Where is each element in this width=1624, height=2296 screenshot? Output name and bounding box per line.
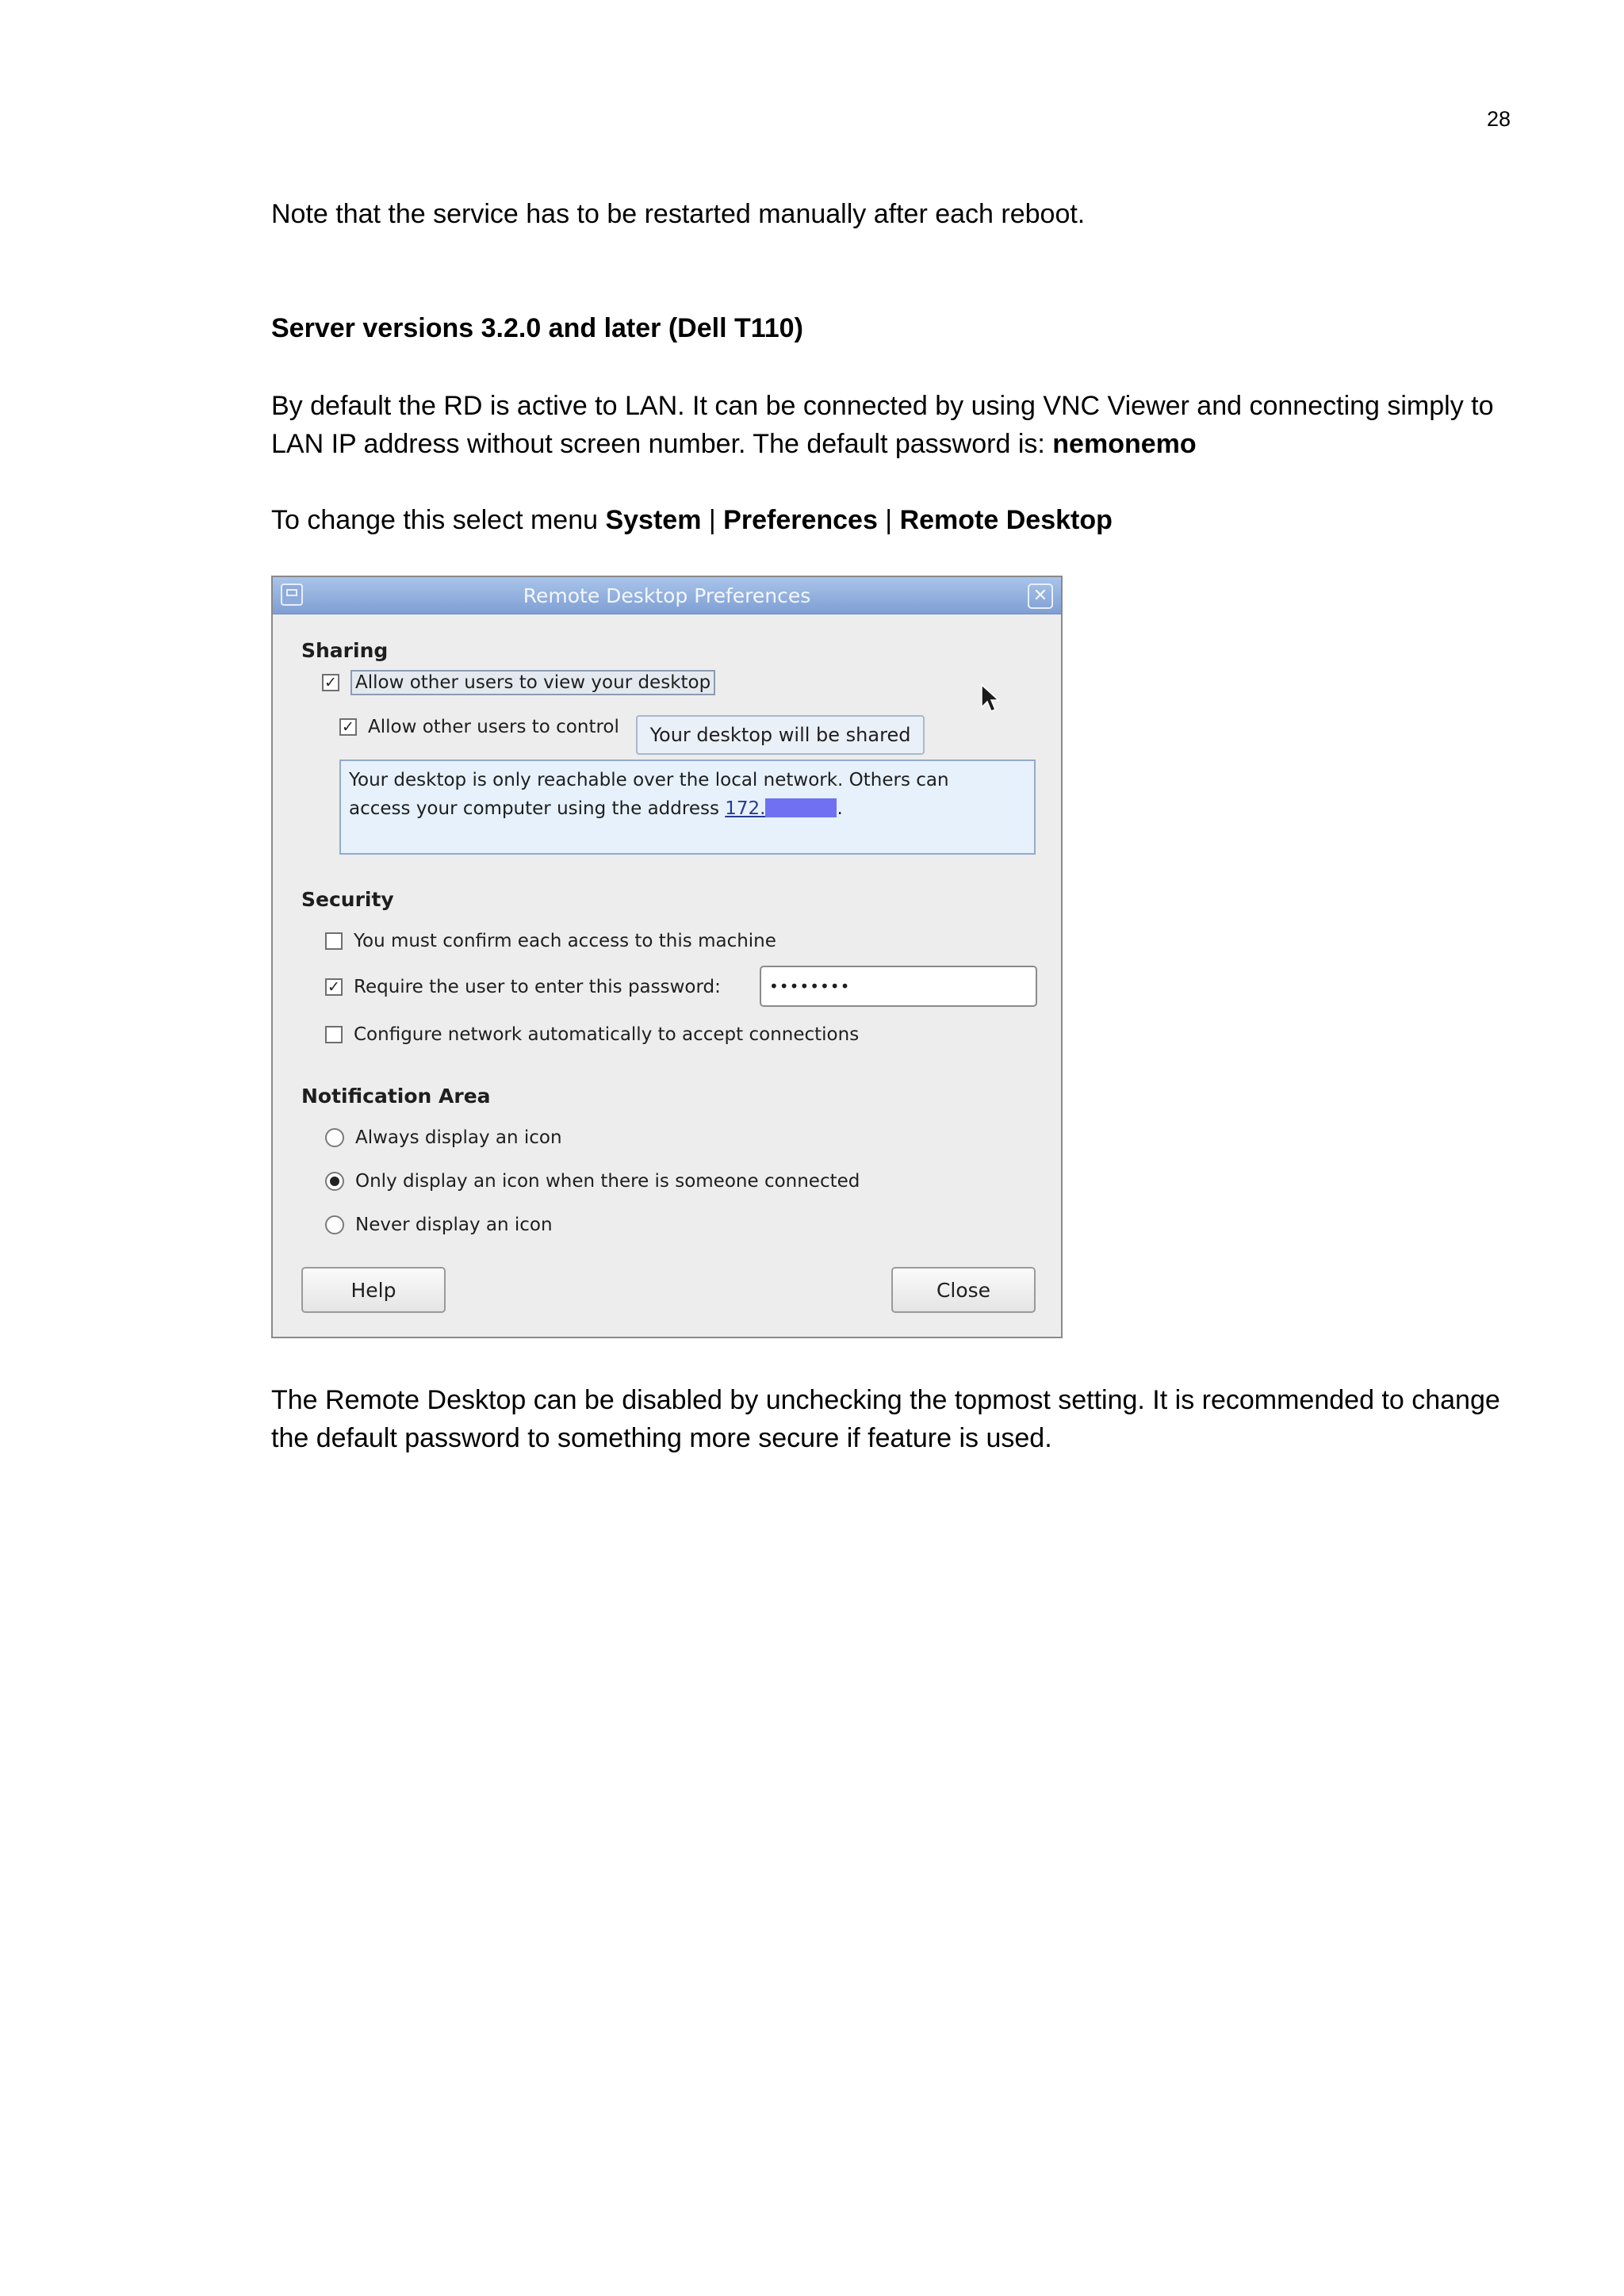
tooltip: Your desktop will be shared — [636, 715, 925, 755]
address-link[interactable] — [725, 798, 837, 819]
require-password-label[interactable]: Require the user to enter this password: — [354, 977, 721, 997]
always-display-label[interactable]: Always display an icon — [355, 1127, 562, 1148]
remote-desktop-preferences-dialog — [271, 576, 1063, 1338]
dialog-titlebar — [273, 577, 1061, 614]
menu-paragraph — [271, 501, 1508, 539]
require-password-checkbox[interactable]: ✓ — [325, 978, 343, 996]
info-line-2-text: access your computer using the address — [349, 798, 719, 819]
allow-view-checkbox-row[interactable] — [322, 669, 715, 696]
menu-remote-desktop: Remote Desktop — [899, 505, 1113, 535]
only-connected-label[interactable]: Only display an icon when there is someone connected — [355, 1171, 860, 1192]
default-password: nemonemo — [1052, 429, 1197, 459]
security-section-title: Security — [301, 888, 394, 911]
require-password-checkbox-row[interactable] — [325, 974, 721, 1001]
default-paragraph-text: By default the RD is active to LAN. It can be connected by using VNC Viewer and connecting simply to LAN IP address without screen number. The default password is: — [271, 391, 1494, 459]
never-display-label[interactable]: Never display an icon — [355, 1215, 553, 1235]
dialog-title: Remote Desktop Preferences — [523, 584, 811, 607]
default-paragraph — [271, 387, 1508, 463]
allow-control-checkbox[interactable]: ✓ — [339, 718, 357, 736]
address-prefix[interactable]: 172. — [725, 798, 766, 819]
only-connected-radio-row[interactable] — [325, 1168, 860, 1195]
menu-system: System — [605, 505, 702, 535]
always-display-radio-row[interactable] — [325, 1124, 562, 1151]
always-display-radio[interactable] — [325, 1128, 344, 1147]
close-button[interactable]: Close — [891, 1267, 1036, 1313]
close-icon[interactable]: ✕ — [1028, 584, 1053, 609]
allow-control-checkbox-row[interactable] — [339, 714, 619, 740]
password-input[interactable]: •••••••• — [760, 966, 1037, 1007]
sharing-info-box — [339, 760, 1036, 855]
confirm-access-checkbox-row[interactable] — [325, 928, 776, 955]
radio-selected-dot — [330, 1177, 339, 1186]
info-line-2 — [349, 794, 1026, 823]
page-number: 28 — [1486, 107, 1511, 131]
menu-separator: | — [701, 505, 724, 535]
help-button[interactable]: Help — [301, 1267, 446, 1313]
allow-view-label[interactable]: Allow other users to view your desktop — [350, 670, 715, 695]
closing-paragraph: The Remote Desktop can be disabled by unchecking the topmost setting. It is recommended to change the default password to something more secure if feature is used. — [271, 1385, 1500, 1453]
allow-control-label[interactable]: Allow other users to control — [368, 717, 619, 737]
restart-note: Note that the service has to be restarted manually after each reboot. — [271, 199, 1086, 229]
section-heading: Server versions 3.2.0 and later (Dell T110) — [271, 313, 803, 343]
only-connected-radio[interactable] — [325, 1172, 344, 1191]
notification-section-title: Notification Area — [301, 1085, 491, 1108]
menu-preferences: Preferences — [723, 505, 878, 535]
configure-network-checkbox-row[interactable] — [325, 1021, 859, 1048]
configure-network-label[interactable]: Configure network automatically to accept connections — [354, 1024, 860, 1045]
redacted-address — [765, 798, 837, 817]
info-line-2-end: . — [837, 798, 843, 819]
configure-network-checkbox[interactable] — [325, 1026, 343, 1043]
never-display-radio[interactable] — [325, 1215, 344, 1234]
confirm-access-checkbox[interactable] — [325, 932, 343, 950]
mouse-pointer-icon — [980, 683, 999, 717]
sharing-section-title: Sharing — [301, 639, 389, 662]
menu-separator: | — [877, 505, 900, 535]
never-display-radio-row[interactable] — [325, 1211, 553, 1238]
allow-view-checkbox[interactable]: ✓ — [322, 674, 339, 691]
info-line-1: Your desktop is only reachable over the local network. Others can — [349, 770, 949, 790]
menu-prefix: To change this select menu — [271, 505, 606, 535]
confirm-access-label[interactable]: You must confirm each access to this machine — [354, 931, 776, 951]
